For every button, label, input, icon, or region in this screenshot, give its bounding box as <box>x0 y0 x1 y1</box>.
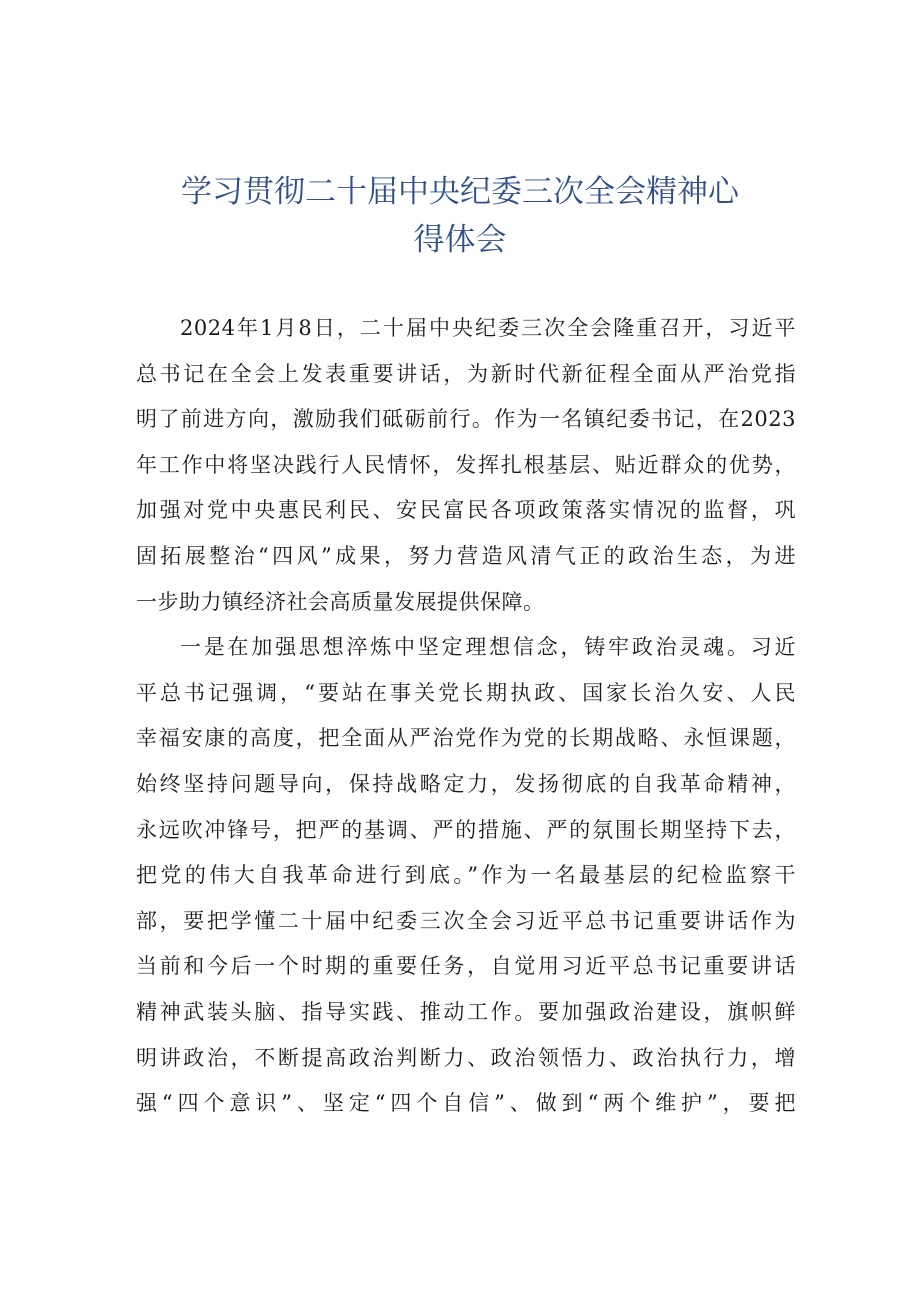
paragraph-line: 精神武装头脑、指导实践、推动工作。要加强政治建设，旗帜鲜 <box>136 999 796 1024</box>
paragraph-2 <box>136 625 796 1127</box>
paragraph-line: 固拓展整治“四风”成果，努力营造风清气正的政治生态，为进 <box>136 543 796 568</box>
document-body <box>136 306 796 1127</box>
title-line: 得体会 <box>413 222 507 258</box>
paragraph-line: 始终坚持问题导向，保持战略定力，发扬彻底的自我革命精神， <box>136 771 796 796</box>
paragraph-line: 部，要把学懂二十届中纪委三次全会习近平总书记重要讲话作为 <box>136 908 796 933</box>
paragraph-line: 2024年1月8日，二十届中央纪委三次全会隆重召开，习近平 <box>180 316 796 340</box>
paragraph-line: 当前和今后一个时期的重要任务，自觉用习近平总书记重要讲话 <box>136 954 796 979</box>
paragraph-line: 总书记在全会上发表重要讲话，为新时代新征程全面从严治党指 <box>136 361 796 386</box>
document-title <box>130 168 790 264</box>
paragraph-line: 一是在加强思想淬炼中坚定理想信念，铸牢政治灵魂。习近 <box>180 635 796 660</box>
paragraph-line: 幸福安康的高度，把全面从严治党作为党的长期战略、永恒课题， <box>136 726 796 751</box>
paragraph-line: 把党的伟大自我革命进行到底。”作为一名最基层的纪检监察干 <box>136 863 796 888</box>
title-line: 学习贯彻二十届中央纪委三次全会精神心 <box>181 174 739 210</box>
paragraph-line: 加强对党中央惠民利民、安民富民各项政策落实情况的监督，巩 <box>136 498 796 523</box>
paragraph-1 <box>136 306 796 625</box>
paragraph-line: 平总书记强调，“要站在事关党长期执政、国家长治久安、人民 <box>136 680 796 705</box>
paragraph-line: 强“四个意识”、坚定“四个自信”、做到“两个维护”，要把 <box>136 1091 796 1116</box>
paragraph-line: 一步助力镇经济社会高质量发展提供保障。 <box>136 589 545 614</box>
paragraph-line: 明了前进方向，激励我们砥砺前行。作为一名镇纪委书记，在2023 <box>136 407 796 432</box>
paragraph-line: 年工作中将坚决践行人民情怀，发挥扎根基层、贴近群众的优势， <box>136 452 796 477</box>
paragraph-line: 永远吹冲锋号，把严的基调、严的措施、严的氛围长期坚持下去， <box>136 817 796 842</box>
paragraph-line: 明讲政治，不断提高政治判断力、政治领悟力、政治执行力，增 <box>136 1045 796 1070</box>
